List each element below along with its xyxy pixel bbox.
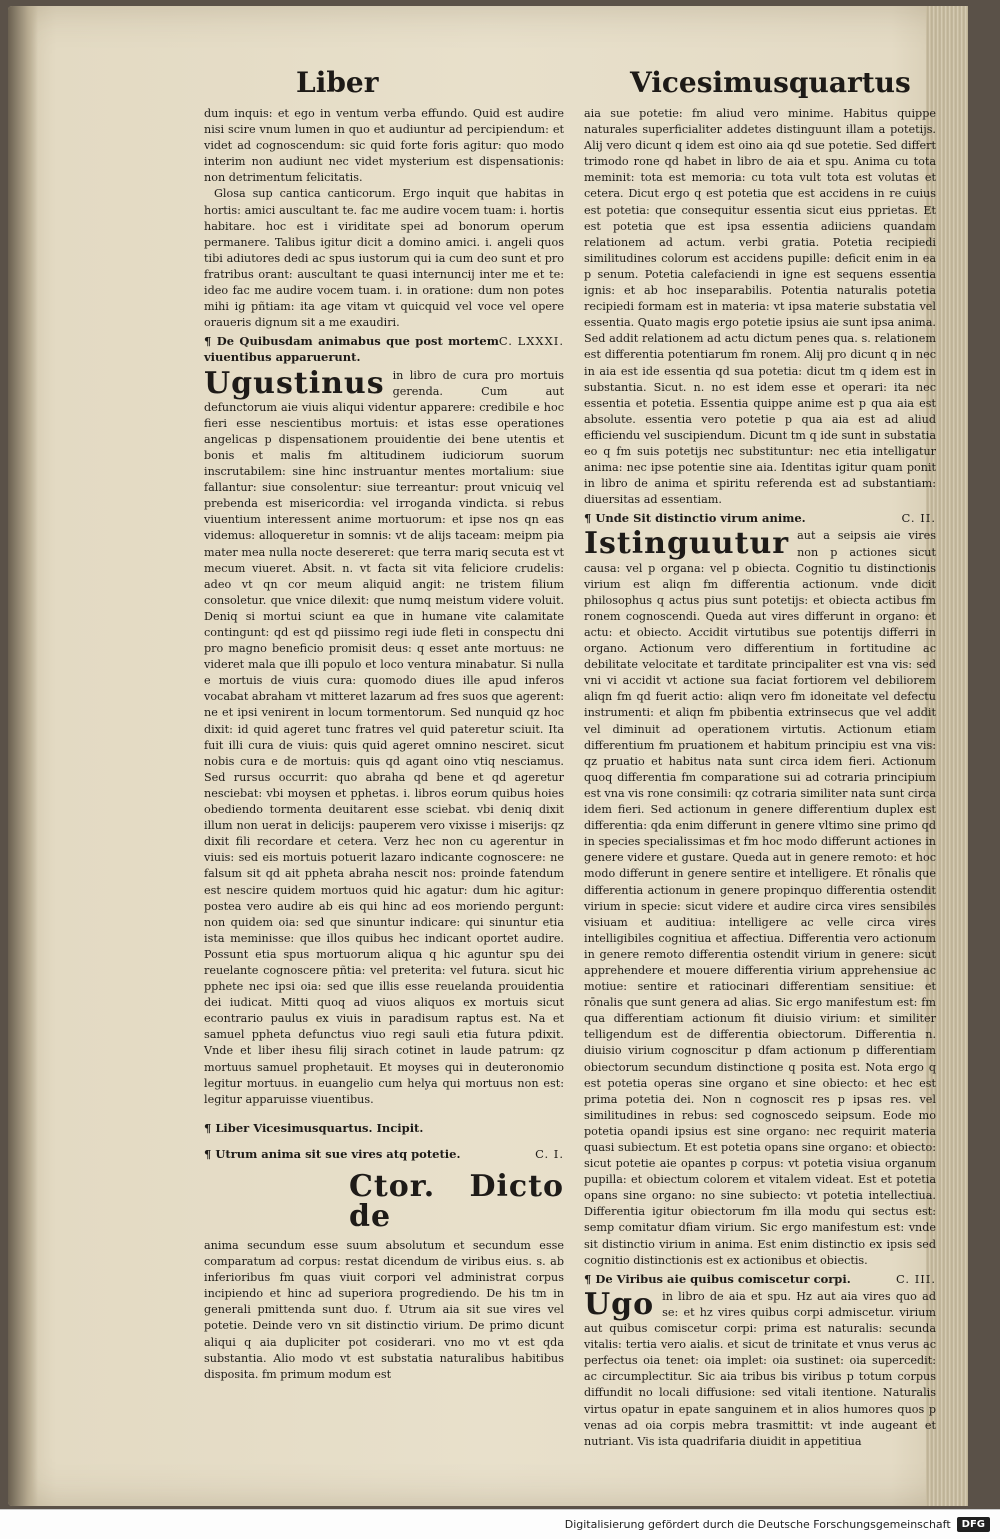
running-head-right: Vicesimusquartus: [630, 66, 911, 99]
chapter-number: C. LXXXI.: [498, 334, 564, 349]
chapter-number: C. II.: [901, 511, 936, 526]
chapter-title: Unde Sit distinctio virum anime.: [595, 511, 806, 526]
paragraph: anima secundum esse suum absolutum et secundum esse comparatum ad corpus: restat dicendum de viribus eius. s. ab inferioribus fm quas viuit corpori vel administrat corpus incipiendo et hinc ad superiora progrediendo. De his tm in generali pmittenda sunt duo. f. Utrum aia sit sue vires vel potetie. Deinde vero vn sit distinctio virium. De primo dicunt aliqui q aia dupliciter pot cosiderari. vno mo vt est qda substantia. Alio modo vt est substatia naturalibus habitibus disposita. fm primum modum est: [204, 1239, 564, 1381]
pilcrow-icon: ¶: [584, 1271, 592, 1286]
paragraph: Glosa sup cantica canticorum. Ergo inquit que habitas in hortis: amici auscultant te. fac me audire vocem tuam: i. hortis habitare. hoc est i viriditate spei ad bonorum operum permanere. Talibus igitur dicit a domino amici. i. angeli quos tibi adiutores dedi ac spus iustorum qui ia cum deo sunt et pro fratribus orant: auscultant te quasi internuncij inter me et te: ideo fac me audire vocem tuam. i. in oratione: dum non potes mihi ig pñtiam: ita age vitam vt quicquid vel voce vel opere oraueris dignum sit a me exaudiri.: [204, 187, 564, 330]
chapter-title: Utrum anima sit sue vires atq potetie.: [215, 1146, 461, 1161]
digitization-footer: [0, 1509, 1000, 1539]
pilcrow-icon: ¶: [584, 511, 592, 526]
incipit-text: Liber Vicesimusquartus. Incipit.: [215, 1120, 424, 1135]
chapter-rubric: [204, 1146, 564, 1162]
incipit: [204, 1120, 564, 1136]
chapter-number: C. I.: [535, 1146, 564, 1161]
book-page: [8, 6, 968, 1506]
pilcrow-icon: ¶: [204, 334, 212, 349]
source-reference: in libro de cura pro mortuis gerenda.: [392, 368, 564, 398]
paragraph: dum inquis: et ego in ventum verba effundo. Quid est audire nisi scire vnum lumen in quo et audiuntur ad percipiendum: et videt ad cognoscendum: sic quid forte foris agitur: quo modo interim non audiunt nec videt mysterium est dispensationis: non detrimentum felicitatis.: [204, 107, 564, 185]
paragraph: organa: vel p obiecta. Cognitio tu distinctionis virium est aliqn fm differentia actionum. vnde dicit philosophus q actus pius sunt potetijs: et obiecta actibus fm ronem cognoscendi. Queda aut vires differunt in organo: et actu: et obiecto. Accidit virtutibus sue potentijs differri in organo. Actionum vero differentium in fortitudine ac debilitate velocitate et tarditate principaliter est vna vis: sed vni vi accidit vt actione sua faciat fortiorem vel debiliorem aliqn fm qd fuerit actio: aliqn vero fm idoneitate vel defectu instrumenti: et aliqn fm pbibentia extrinsecus que vel addit vel diminuit ad operationem virtutis. Actionum etiam differentium fm pruationem et habitum principiu est vna vis: qz pruatio et habitus nata sunt circa idem fieri. Actionum quoq differentia fm comparatione sui ad cotraria principium est vna vis rone consimili: qz cotraria similiter nata sunt circa idem fieri. Sed actionum in genere differentium duplex est differentia: qda enim differunt in genere vltimo sine primo qd in species specialissimas et fm hoc modo differunt actiones in genere videre et gustare. Queda aut in genere remoto: et hoc modo differunt in genere sentire et intelligere. Et rōnalis que differentia actionum in genere propinquo differentia ostendit virium in specie: sicut videre et audire circa vires sensibiles visiuam et auditiua: intelligere ac velle circa vires intelligibiles cognitiua et affectiua. Differentia vero actionum in genere remoto differentia ostendit virium in genere: sicut apprehendere et mouere differentia virium apprehensiue ac motiue: sentire et ratiocinari differentiam sensitiue: et rōnalis que sunt genera ad alias. Sic ergo manifestum est: fm qua differentiam actionum fit diuisio virium: et similiter telligendum est de differentia obiectorum. Differentia n. diuisio virium cognoscitur p dfam actionum p differentiam obiectorum secundum distinctione q posita est. Nota ergo q est potetia operas sine organo et sine obiecto: et hec est prima potetia dei. Non n cognoscit res p ipsas res. vel similitudines in rebus: sed cognoscedo seipsum. Eode mo potetia opandi ipsius est sine organo: nec requirit materia quasi subiectum. Et est potetia opans sine organo: et obiecto: sicut potetie aie opantes p corpus: vt potetia visiua organum pupilla: et obiectum colorem et vitalem videat. Est et potetia opans sine organo: no sine subiecto: vt potetia intellectiua. Differentia igitur obiectorum fm illa modu qui sectus est: semp comitatur dfiam virium. Sic ergo manifestum est: vnde sit distinctio virium in anima. Est enim distinctio ex ipsis sed cognitio distinctionis est ex actionibus et obiectis.: [584, 561, 936, 1267]
decorated-initial: Istinguutur: [584, 526, 790, 562]
left-column: [204, 106, 564, 1383]
paragraph: aia sue potetie: fm aliud vero minime. Habitus quippe naturales superficialiter addetes distinguunt illam a potetijs. Alij vero dicunt q idem est oino aia qd sue potetie. Sed differt trimodo rone qd habet in libro de aia et spu. Anima cu tota meminit: tota est memoria: cu tota vult tota est volutas et cetera. Dicut ergo q est potetia que est accidens in re cuius est potetia: que consequitur essentia sicut eius pprietas. Et est potetia que est ipsa essentia adiiciens quandam relationem ad actum. verbi gratia. Potetia recipiedi similitudines colorum est accidens pupille: deficit enim in ea p senum. Potetia calefaciendi in igne est sequens essentia ignis: et ab hoc inseparabilis. Potentia naturalis potetia recipiedi formam est in materia: vt ipsa materie substatia vel essentia. Quato magis ergo potetie ipsius aie sunt ipsa anima. Sed addit relationem ad actu dictum penes qua. s. relationem est differentia potentiarum fm ronem. Alij pro dicunt q in nec in aia est ide essentia qd sua potetia: dicut tm q idem est in substantia. Sicut. n. no est idem esse et operari: ita nec essentia et potetia. Essentia quippe anime est p qua aia est absolute. essentia vero potetie p qua aia est ad aliud efficiendu vel suscipiendum. Dicunt tm q ide sunt in substatia eo q fm suis potetijs nec substituntur: nec etia intelligatur anima: nec ipse potentie sine aia. Identitas igitur quam ponit in libro de anima et spiritu referenda est ad substantiam: diuersitas ad essentiam.: [584, 107, 936, 507]
running-head-left: Liber: [296, 66, 379, 99]
chapter-rubric: [584, 1271, 936, 1287]
chapter-title: De Quibusdam animabus que post mortem viuentibus apparuerunt.: [204, 334, 499, 365]
chapter-title: De Viribus aie quibus comiscetur corpi.: [595, 1271, 851, 1286]
paragraph-lead: aut a seipsis aie vires non p actiones sicut causa: vel p: [584, 529, 936, 575]
chapter-rubric: [204, 333, 564, 365]
paragraph: Cum aut defunctorum aie viuis aliqui videntur apparere: credibile e hoc fieri esse nescientibus mortuis: et istas esse operationes angelicas p dispensationem prouidentie dei bene utentis et bonis et malis fm altitudinem iudiciorum suorum inscrutabilem: sine hinc instruantur mentes mortalium: siue fallantur: siue consolentur: siue terreantur: prout vnicuiq vel prebenda est misericordia: vel irroganda vindicta. si rebus viuentium interessent anime mortuorum: et ipse nos qn eas videmus: alloqueretur in somnis: vt de alijs taceam: meipm pia mater mea nulla nocte desereret: que terra mariq secuta est vt mecum viueret. Absit. n. vt facta sit vita feliciore crudelis: adeo vt qn cor meum aliquid angit: ne tristem filium consoletur. que vnice dilexit: que numq meistum videre voluit. Deniq si mortui sciunt ea que in humane vite calamitate contingunt: qd est qd piissimo regi iude fleti in conspectu dni pro magno beneficio promisit deus: q esset ante mortuus: ne videret mala que illi populo et loco ventura minabatur. Si nulla e mortuis de viuis cura: quomodo diues ille apud inferos vocabat abraham vt mitteret lazarum ad fres suos que agerent: ne et ipsi venirent in locum tormentorum. Sed nunquid qz hoc dixit: id quid ageret tunc fratres vel quid pateretur sciuit. Ita fuit illi cura de viuis: quis quid ageret omnino nesciret. sicut nobis cura e de mortuis: quis qd agant oino vtiq nesciamus. Sed rursus occurrit: quo abraha qd bene et qd ageretur nesciebat: vbi moysen et pphetas. i. libros eorum quibus hoies obediendo tormenta deuitarent esse sciebat. vbi deniq dixit illum non uerat in delicijs: pauperem vero vixisse i miserijs: qz dixit fili recordare et cetera. Verz hec non cu agerentur in viuis: sed eis mortuis potuerit lazaro indicante cognoscere: ne falsum sit qd ait ppheta abraha nescit nos: proinde fatendum est nescire quidem mortuos quid hic agatur: dum hic agitur: postea vero audire ab eis qui hinc ad eos moriendo pergunt: non quidem oia: sed que sinuntur indicare: qui sinuntur etia ista meminisse: que illos quibus hec indicant oportet audire. Possunt etia spus mortuorum aliqua q hic aguntur spu dei reuelante cognoscere pñtia: vel preterita: vel futura. sicut hic pphete nec ipsi oia: sed que illis esse reuelanda prouidentia dei iudicat. Mitti quoq ad viuos aliquos ex mortuis sicut econtrario paulus ex viuis in paradisum raptus est. Na et samuel ppheta defunctus viuo regi sauli etia futura pdixit. Vnde et liber ihesu filij sirach cotinet in laude patrum: qz mortuus samuel prophetauit. Et moyses qui in deuteronomio legitur mortuus. in euangelio cum helya qui mortuus non est: legitur apparuisse viuentibus.: [204, 384, 564, 1106]
decorated-initial: Ugustinus: [204, 365, 385, 401]
pilcrow-icon: ¶: [204, 1146, 212, 1161]
chapter-rubric: [584, 510, 936, 526]
paragraph: in libro de aia et spu. Hz aut aia vires quo ad se: et hz vires quibus corpi admiscetur. virium aut quibus comiscetur corpi: prima est naturalis: secunda vitalis: tertia vero aialis. et sicut de trinitate et vnus verus ac perfectus oia tenet: oia implet: oia sustinet: oia supercedit: ac circumplectitur. Sic aia tribus bis viribus p totum corpus diffundit no locali diffusione: sed vitali itentione. Naturalis virtus opatur in epate sanguinem et in alios humores quos p venas ad oia corpis mebra trasmittit: vt inde augeant et nutriant. Vis ista quadrifaria diuidit in appetitiua: [584, 1289, 936, 1448]
right-column: [584, 106, 936, 1450]
decorated-initial: Ctor. Dicto de: [349, 1169, 564, 1234]
footer-text: Digitalisierung gefördert durch die Deutsche Forschungsgemeinschaft: [564, 1518, 951, 1531]
decorated-initial: Ugo: [584, 1286, 655, 1322]
chapter-number: C. III.: [896, 1271, 936, 1286]
pilcrow-icon: ¶: [204, 1120, 212, 1135]
dfg-logo: DFG: [957, 1517, 990, 1532]
